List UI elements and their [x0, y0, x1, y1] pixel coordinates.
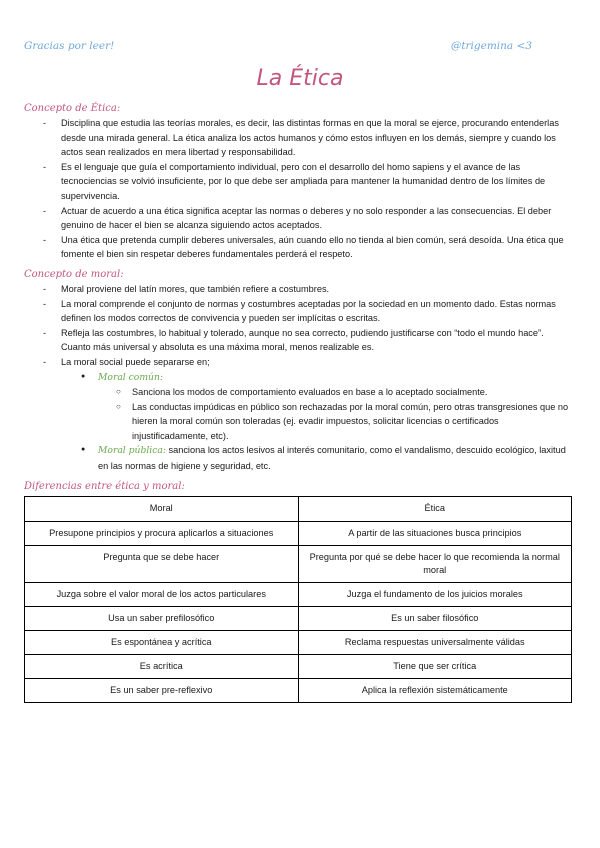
list-item: - Moral proviene del latín mores, que también refiere a costumbres.	[61, 282, 572, 297]
header-left-note: Gracias por leer!	[24, 40, 115, 52]
table-row	[25, 582, 572, 606]
table-cell: Es un saber pre-reflexivo	[25, 678, 299, 702]
table-cell: Es acrítica	[25, 654, 299, 678]
list-item: ○ Sanciona los modos de comportamiento evaluados en base a lo aceptado socialmente.	[132, 385, 572, 400]
table-row	[25, 630, 572, 654]
table-cell: Aplica la reflexión sistemáticamente	[298, 678, 572, 702]
moral-list	[24, 282, 572, 474]
table-cell: Presupone principios y procura aplicarlos a situaciones	[25, 521, 299, 545]
header-right-handle: @trigemina <3	[450, 40, 532, 52]
table-row	[25, 606, 572, 630]
document-body	[24, 102, 572, 703]
table-cell: Pregunta que se debe hacer	[25, 545, 299, 582]
list-item: - Es el lenguaje que guía el comportamiento individual, pero con el desarrollo del homo sapiens y el avance de las tecnociencias se volvió insuficiente, por lo que debe ser ampliada para mantener la humanidad dentro de los límites de supervivencia.	[61, 160, 572, 204]
table-cell: Juzga el fundamento de los juicios morales	[298, 582, 572, 606]
moral-types-list	[61, 370, 572, 474]
column-header-etica: Ética	[298, 496, 572, 521]
list-item-moral-publica	[98, 443, 572, 473]
list-item	[61, 355, 572, 474]
moral-comun-list	[98, 385, 572, 443]
table-cell: Juzga sobre el valor moral de los actos particulares	[25, 582, 299, 606]
table-cell: Es espontánea y acrítica	[25, 630, 299, 654]
section-heading-diferencias: Diferencias entre ética y moral:	[24, 480, 185, 492]
list-item: - La moral comprende el conjunto de normas y costumbres aceptadas por la sociedad en un momento dado. Estas normas definen los modos correctos de convivencia y pueden ser implícitas o escritas.	[61, 297, 572, 326]
table-cell: Es un saber filosófico	[298, 606, 572, 630]
list-item: ○ Las conductas impúdicas en público son rechazadas por la moral común, pero otras transgresiones que no hieren la moral común son toleradas (ej. evadir impuestos, solicitar licencias o certificados injustificadamente, etc).	[132, 400, 572, 444]
section-heading-moral: Concepto de moral:	[24, 268, 124, 280]
list-item: - Actuar de acuerdo a una ética significa aceptar las normas o deberes y no solo responder a las consecuencias. El deber genuino de hacer el bien se alcanza siguiendo actos aceptados.	[61, 204, 572, 233]
list-item: - Una ética que pretenda cumplir deberes universales, aún cuando ello no tienda al bien común, será desoída. Una ética que fomente el bien sin respetar deberes fundamentales perderá el respeto.	[61, 233, 572, 262]
differences-table	[24, 496, 572, 703]
list-item-moral-comun	[98, 370, 572, 444]
table-cell: Pregunta por qué se debe hacer lo que recomienda la normal moral	[298, 545, 572, 582]
table-cell: Usa un saber prefilosófico	[25, 606, 299, 630]
moral-publica-text: sanciona los actos lesivos al interés comunitario, como el vandalismo, descuido ecológico, laxitud en las normas de higiene y seguridad, etc.	[98, 445, 566, 472]
table-cell: Tiene que ser crítica	[298, 654, 572, 678]
column-header-moral: Moral	[25, 496, 299, 521]
table-cell: Reclama respuestas universalmente válidas	[298, 630, 572, 654]
list-item-text: La moral social puede separarse en;	[61, 356, 210, 367]
moral-publica-label: Moral pública:	[98, 445, 166, 457]
table-cell: A partir de las situaciones busca principios	[298, 521, 572, 545]
list-item: - Refleja las costumbres, lo habitual y tolerado, aunque no sea correcto, pudiendo justificarse con “todo el mundo hace”. Cuanto más universal y absoluta es una máxima moral, menos realizable es.	[61, 326, 572, 355]
etica-list	[24, 116, 572, 262]
page-title: La Ética	[256, 66, 344, 91]
table-row	[25, 545, 572, 582]
table-row	[25, 654, 572, 678]
list-item: - Disciplina que estudia las teorías morales, es decir, las distintas formas en que la moral se ejerce, procurando entenderlas desde una mirada general. La ética analiza los actos humanos y cómo estos influyen en los demás, siempre y cuando los actos sean realizados en mera libertad y responsabilidad.	[61, 116, 572, 160]
table-header-row	[25, 496, 572, 521]
table-row	[25, 521, 572, 545]
moral-comun-label: Moral común:	[98, 371, 163, 383]
table-row	[25, 678, 572, 702]
section-heading-etica: Concepto de Ética:	[24, 103, 121, 114]
